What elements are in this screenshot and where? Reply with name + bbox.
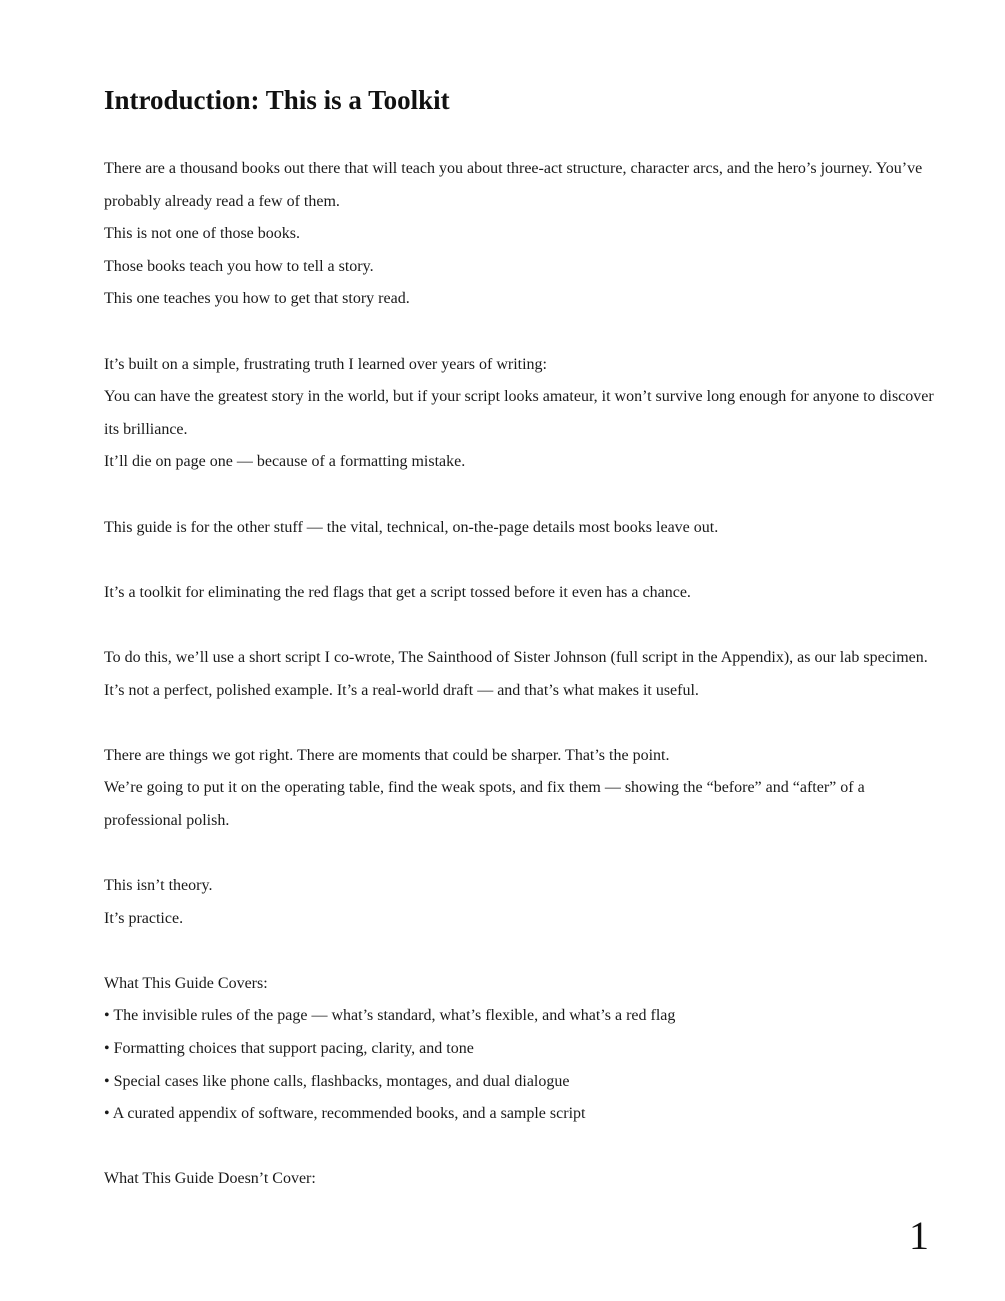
paragraph: This one teaches you how to get that story read. <box>104 290 410 308</box>
spacer <box>104 544 934 577</box>
bullet-item: • Formatting choices that support pacing, clarity, and tone <box>104 1040 474 1058</box>
bullet-item: • A curated appendix of software, recommended books, and a sample script <box>104 1105 586 1123</box>
document-page <box>104 80 934 1196</box>
block-guide <box>104 512 934 545</box>
paragraph: This guide is for the other stuff — the vital, technical, on-the-page details most books leave out. <box>104 518 719 536</box>
block-point <box>104 740 934 838</box>
block-truth <box>104 349 934 479</box>
page-title: Introduction: This is a Toolkit <box>104 85 450 115</box>
bullet-item: • Special cases like phone calls, flashbacks, montages, and dual dialogue <box>104 1072 570 1090</box>
bullet-item: • The invisible rules of the page — what’s standard, what’s flexible, and what’s a red flag <box>104 1007 676 1025</box>
block-intro <box>104 153 934 316</box>
block-practice <box>104 870 934 935</box>
spacer <box>104 316 934 349</box>
paragraph: It’ll die on page one — because of a formatting mistake. <box>104 453 466 471</box>
section-heading: What This Guide Covers: <box>104 974 268 992</box>
paragraph: It’s practice. <box>104 909 184 927</box>
spacer <box>104 1131 934 1164</box>
block-doesnt-cover <box>104 1163 934 1196</box>
section-heading: What This Guide Doesn’t Cover: <box>104 1170 316 1188</box>
spacer <box>104 935 934 968</box>
paragraph: To do this, we’ll use a short script I co-wrote, The Sainthood of Sister Johnson (full script in the Appendix), as our lab specimen. It’s not a perfect, polished example. It’s a real-world draft — and that’s what makes it useful. <box>104 648 928 699</box>
paragraph: This is not one of those books. <box>104 225 300 243</box>
paragraph: It’s a toolkit for eliminating the red flags that get a script tossed before it even has a chance. <box>104 583 691 601</box>
paragraph: This isn’t theory. <box>104 877 213 895</box>
paragraph: It’s built on a simple, frustrating truth I learned over years of writing: <box>104 355 547 373</box>
page-number: 1 <box>909 1213 929 1258</box>
spacer <box>104 837 934 870</box>
block-specimen <box>104 642 934 707</box>
block-toolkit <box>104 577 934 610</box>
paragraph: Those books teach you how to tell a story. <box>104 257 374 275</box>
paragraph: We’re going to put it on the operating table, find the weak spots, and fix them — showing the “before” and “after” of a professional polish. <box>104 779 865 829</box>
paragraph: There are things we got right. There are moments that could be sharper. That’s the point. <box>104 746 670 764</box>
spacer <box>104 479 934 512</box>
spacer <box>104 707 934 740</box>
spacer <box>104 609 934 642</box>
block-covers <box>104 968 934 1131</box>
paragraph: You can have the greatest story in the world, but if your script looks amateur, it won’t survive long enough for anyone to discover its brilliance. <box>104 388 934 438</box>
paragraph: There are a thousand books out there that will teach you about three-act structure, character arcs, and the hero’s journey. You’ve probably already read a few of them. <box>104 160 923 210</box>
